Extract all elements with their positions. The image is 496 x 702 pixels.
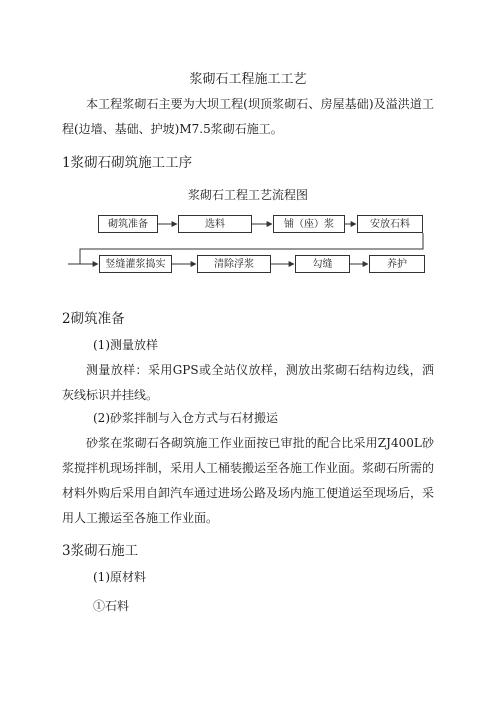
subsection-raw-materials: (1)原材料 xyxy=(93,570,146,584)
section-2-heading: 2砌筑准备 xyxy=(62,311,125,327)
flowchart-title: 浆砌石工程工艺流程图 xyxy=(187,188,308,202)
section-1-heading: 1浆砌石砌筑施工工序 xyxy=(62,155,193,171)
list-item-stone: ①石料 xyxy=(93,599,130,613)
flow-step-1: 砌筑准备 xyxy=(98,215,158,233)
flow-step-3: 铺（座）浆 xyxy=(273,215,345,233)
flow-step-2: 选料 xyxy=(178,215,252,233)
subsection-measurement: (1)测量放样 xyxy=(93,338,158,352)
page-title: 浆砌石工程施工工艺 xyxy=(189,72,307,87)
flow-step-8: 养护 xyxy=(369,255,425,273)
section-3-heading: 3浆砌石施工 xyxy=(62,543,139,559)
subsection-mortar: (2)砂浆拌制与入仓方式与石材搬运 xyxy=(93,411,278,425)
flow-step-6: 清除浮浆 xyxy=(197,255,271,273)
flow-step-7: 勾缝 xyxy=(295,255,350,273)
flow-step-4: 安放石料 xyxy=(357,215,423,233)
mortar-paragraph: 砂浆在浆砌石各砌筑施工作业面按已审批的配合比采用ZJ400L砂浆搅拌机现场拌制，采用人工桶装搬运至各施工作业面。浆砌石所需的材料外购后采用自卸汽车通过进场公路及场内施工便道运至现场后，采用人工搬运至各施工作业面。 xyxy=(62,436,435,525)
measurement-paragraph: 测量放样：采用GPS或全站仪放样，测放出浆砌石结构边线，洒灰线标识并挂线。 xyxy=(62,363,434,402)
flow-step-5: 竖缝灌浆捣实 xyxy=(99,255,172,273)
intro-paragraph: 本工程浆砌石主要为大坝工程(坝顶浆砌石、房屋基础)及溢洪道工程(边墙、基础、护坡)M7.5浆砌石施工。 xyxy=(62,97,434,136)
